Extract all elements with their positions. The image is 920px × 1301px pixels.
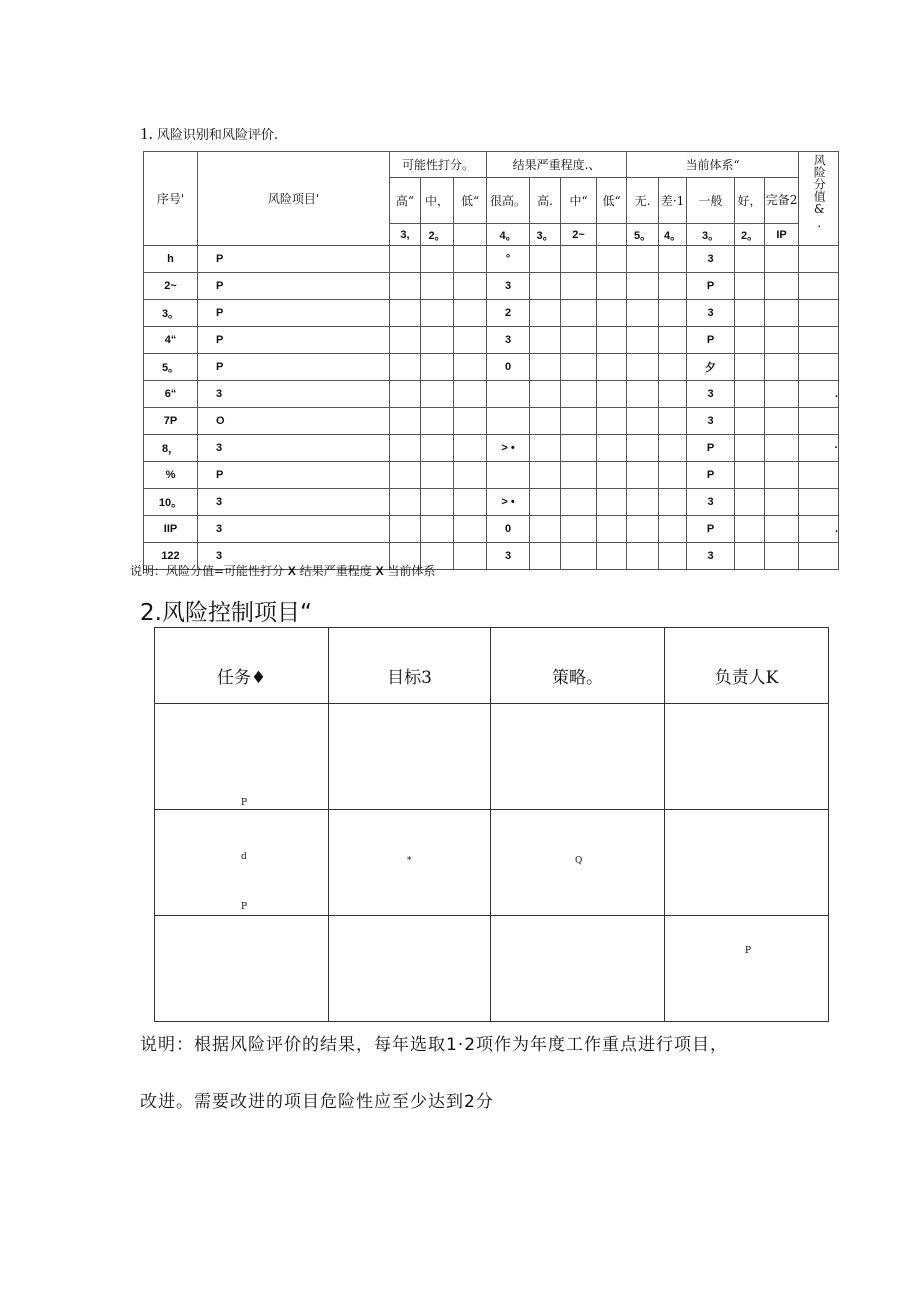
table-cell: [659, 354, 687, 381]
table-cell: [454, 381, 487, 408]
table-cell: [530, 354, 561, 381]
control-cell: [329, 704, 491, 810]
table-cell: [597, 435, 627, 462]
severity-cell: 3: [487, 273, 530, 300]
table-cell: [765, 543, 799, 570]
sub-value-cell: [597, 224, 627, 246]
control-cell: [329, 916, 491, 1022]
system-cell: P: [687, 327, 735, 354]
cell-mark: *: [407, 856, 412, 866]
table-cell: [735, 246, 765, 273]
table-cell: [421, 435, 454, 462]
table-cell: [561, 381, 597, 408]
sub-header-cell: 差·1: [659, 178, 687, 224]
system-cell: 3: [687, 300, 735, 327]
control-cell: [491, 810, 665, 916]
table-cell: [421, 408, 454, 435]
cell-mark: Q: [575, 856, 583, 866]
table-cell: [454, 354, 487, 381]
table-cell: [597, 462, 627, 489]
control-cell: [329, 810, 491, 916]
seq-cell: 7P: [144, 408, 198, 435]
table-cell: [765, 435, 799, 462]
severity-cell: [487, 381, 530, 408]
seq-cell: h: [144, 246, 198, 273]
table-cell: [597, 300, 627, 327]
table-cell: [561, 462, 597, 489]
table-cell: [765, 462, 799, 489]
item-cell: 3: [198, 489, 390, 516]
table-cell: [597, 327, 627, 354]
seq-cell: 3。: [144, 300, 198, 327]
table-cell: [390, 327, 421, 354]
table-cell: [530, 462, 561, 489]
table-cell: [530, 435, 561, 462]
table-cell: [530, 489, 561, 516]
control-cell: [491, 916, 665, 1022]
system-cell: 3: [687, 246, 735, 273]
table-cell: [659, 246, 687, 273]
score-cell: [799, 246, 839, 273]
table-cell: [421, 300, 454, 327]
seq-cell: 8，: [144, 435, 198, 462]
table-cell: [390, 462, 421, 489]
table-cell: [659, 300, 687, 327]
table-cell: [390, 300, 421, 327]
table-cell: [454, 516, 487, 543]
system-cell: 3: [687, 543, 735, 570]
table-cell: [421, 327, 454, 354]
sub-value-cell: IP: [765, 224, 799, 246]
table-cell: [390, 435, 421, 462]
item-cell: P: [198, 300, 390, 327]
system-cell: P: [687, 273, 735, 300]
control-cell: [665, 810, 829, 916]
table-row: [144, 273, 839, 300]
table-cell: [390, 381, 421, 408]
sub-value-cell: 4。: [659, 224, 687, 246]
table-cell: [659, 327, 687, 354]
table-cell: [659, 489, 687, 516]
table-cell: [627, 327, 659, 354]
score-cell: [799, 408, 839, 435]
item-cell: P: [198, 246, 390, 273]
table-cell: [390, 489, 421, 516]
control-cell: [155, 916, 329, 1022]
table-cell: [597, 381, 627, 408]
severity-cell: > •: [487, 489, 530, 516]
table-cell: [561, 435, 597, 462]
table-cell: [735, 381, 765, 408]
note1-times-1: X: [287, 564, 296, 578]
seq-cell: 10。: [144, 489, 198, 516]
table-cell: [627, 462, 659, 489]
item-header: 风险项目': [198, 152, 390, 246]
sub-header-cell: 一般: [687, 178, 735, 224]
system-cell: 3: [687, 408, 735, 435]
score-cell: [799, 354, 839, 381]
table-cell: [627, 246, 659, 273]
sub-header-cell: 低“: [597, 178, 627, 224]
table-cell: [454, 462, 487, 489]
seq-cell: 122: [144, 543, 198, 570]
table-row: [144, 516, 839, 543]
table-cell: [659, 381, 687, 408]
table-cell: [597, 516, 627, 543]
table-cell: [561, 354, 597, 381]
severity-header: 结果严重程度.、: [487, 152, 627, 178]
table-cell: [530, 327, 561, 354]
table-cell: [530, 273, 561, 300]
table-cell: [735, 435, 765, 462]
item-cell: P: [198, 273, 390, 300]
table-cell: [597, 489, 627, 516]
severity-cell: 2: [487, 300, 530, 327]
table-cell: [627, 300, 659, 327]
table-row: [144, 462, 839, 489]
system-cell: P: [687, 435, 735, 462]
section2-title: 2.风险控制项目“: [140, 600, 312, 626]
note-score-formula: [130, 562, 435, 579]
sub-value-cell: 3。: [687, 224, 735, 246]
severity-cell: 0: [487, 516, 530, 543]
control-cell: [155, 704, 329, 810]
sub-header-cell: 中，: [421, 178, 454, 224]
note1-middle: 结果严重程度: [299, 564, 372, 578]
table-cell: [390, 354, 421, 381]
table-cell: [530, 408, 561, 435]
sub-header-cell: 完备2: [765, 178, 799, 224]
table-cell: [735, 300, 765, 327]
cell-mark: P: [241, 902, 248, 912]
note2-line1: 说明：根据风险评价的结果，每年选取1·2项作为年度工作重点进行项目，: [140, 1035, 729, 1055]
table-row: [144, 300, 839, 327]
seq-cell: %: [144, 462, 198, 489]
risk-assessment-table: [143, 151, 839, 570]
table-cell: [627, 273, 659, 300]
table-cell: [627, 435, 659, 462]
score-cell: .: [799, 381, 839, 408]
table-cell: [390, 273, 421, 300]
table-row: [144, 435, 839, 462]
table-cell: [454, 273, 487, 300]
note1-times-2: X: [375, 564, 384, 578]
control-cell: [665, 916, 829, 1022]
goal-header: 目标3: [329, 628, 491, 704]
cell-mark: P: [745, 946, 752, 956]
table-cell: [597, 246, 627, 273]
system-cell: 3: [687, 381, 735, 408]
table-cell: [627, 408, 659, 435]
table-cell: [421, 381, 454, 408]
seq-cell: 6“: [144, 381, 198, 408]
table-cell: [421, 462, 454, 489]
score-cell: [799, 489, 839, 516]
system-cell: 夕: [687, 354, 735, 381]
table-cell: [765, 489, 799, 516]
item-cell: 3: [198, 381, 390, 408]
severity-cell: °: [487, 246, 530, 273]
table-cell: [597, 543, 627, 570]
sub-value-cell: 5。: [627, 224, 659, 246]
table-cell: [454, 489, 487, 516]
severity-cell: > •: [487, 435, 530, 462]
score-header-cell: [799, 152, 839, 246]
table-cell: [561, 516, 597, 543]
table-cell: [390, 516, 421, 543]
table-cell: [659, 516, 687, 543]
table-cell: [561, 327, 597, 354]
table-cell: [530, 516, 561, 543]
control-cell: [665, 704, 829, 810]
sub-header-cell: 低“: [454, 178, 487, 224]
table-cell: [627, 354, 659, 381]
table-cell: [561, 543, 597, 570]
item-cell: P: [198, 327, 390, 354]
system-cell: P: [687, 516, 735, 543]
section1-heading: [140, 124, 278, 144]
table-row: [144, 489, 839, 516]
table-cell: [765, 273, 799, 300]
section1-title: 风险识别和风险评价.: [156, 128, 279, 143]
task-header: 任务♦: [155, 628, 329, 704]
table-cell: [530, 300, 561, 327]
sub-value-cell: [454, 224, 487, 246]
table-cell: [627, 489, 659, 516]
table-row: [144, 408, 839, 435]
table-row: [144, 354, 839, 381]
sub-value-cell: 3。: [530, 224, 561, 246]
score-cell: [799, 462, 839, 489]
score-cell: [799, 543, 839, 570]
note1-prefix: 说明：风险分值=可能性打分: [130, 564, 285, 578]
score-cell: [799, 327, 839, 354]
cell-mark: P: [241, 798, 248, 808]
table-cell: [659, 543, 687, 570]
sub-header-cell: 很高。: [487, 178, 530, 224]
table-cell: [454, 435, 487, 462]
section1-number: 1.: [140, 124, 153, 143]
severity-cell: 3: [487, 543, 530, 570]
table-row: [144, 246, 839, 273]
table-cell: [735, 354, 765, 381]
control-cell: [491, 704, 665, 810]
table-cell: [454, 543, 487, 570]
table-cell: [597, 408, 627, 435]
seq-header: 序号': [144, 152, 198, 246]
table-cell: [627, 516, 659, 543]
table-cell: [765, 516, 799, 543]
system-cell: 3: [687, 489, 735, 516]
sub-value-cell: 3,: [390, 224, 421, 246]
table-cell: [765, 408, 799, 435]
seq-cell: 4“: [144, 327, 198, 354]
table-row: [144, 327, 839, 354]
table-cell: [454, 327, 487, 354]
table-cell: [454, 246, 487, 273]
table-cell: [735, 408, 765, 435]
table-cell: [561, 489, 597, 516]
item-cell: P: [198, 462, 390, 489]
table-cell: [735, 273, 765, 300]
table-cell: [735, 462, 765, 489]
table-cell: [561, 273, 597, 300]
table-cell: [597, 273, 627, 300]
item-cell: 3: [198, 543, 390, 570]
risk-control-table: [154, 627, 829, 1022]
system-cell: P: [687, 462, 735, 489]
score-header: 风险分值&.: [812, 154, 827, 230]
score-cell: .: [799, 516, 839, 543]
table-cell: [421, 246, 454, 273]
severity-cell: 0: [487, 354, 530, 381]
table-cell: [454, 300, 487, 327]
table-row: [144, 381, 839, 408]
table-cell: [561, 300, 597, 327]
table-cell: [530, 543, 561, 570]
strategy-header: 策略。: [491, 628, 665, 704]
sub-value-cell: 2。: [421, 224, 454, 246]
table-cell: [735, 543, 765, 570]
seq-cell: 5。: [144, 354, 198, 381]
item-cell: 3: [198, 516, 390, 543]
sub-value-cell: 2~: [561, 224, 597, 246]
note1-suffix: 当前体系: [387, 564, 436, 578]
table-cell: [530, 381, 561, 408]
score-cell: ·: [799, 435, 839, 462]
table-cell: [765, 354, 799, 381]
table-cell: [454, 408, 487, 435]
sub-header-cell: 高“: [390, 178, 421, 224]
table-cell: [421, 516, 454, 543]
system-header: 当前体系“: [627, 152, 799, 178]
severity-cell: [487, 462, 530, 489]
item-cell: 3: [198, 435, 390, 462]
seq-cell: IIP: [144, 516, 198, 543]
table-cell: [735, 327, 765, 354]
table-cell: [765, 327, 799, 354]
table-cell: [561, 408, 597, 435]
table-cell: [561, 246, 597, 273]
owner-header: 负责人K: [665, 628, 829, 704]
table-cell: [421, 489, 454, 516]
table-cell: [390, 408, 421, 435]
table-cell: [659, 408, 687, 435]
score-cell: [799, 300, 839, 327]
severity-cell: 3: [487, 327, 530, 354]
sub-value-cell: 2。: [735, 224, 765, 246]
severity-cell: [487, 408, 530, 435]
table-cell: [597, 354, 627, 381]
table-cell: [765, 300, 799, 327]
sub-header-cell: 高.: [530, 178, 561, 224]
table-cell: [659, 462, 687, 489]
cell-mark: d: [241, 852, 247, 862]
table-cell: [765, 381, 799, 408]
item-cell: O: [198, 408, 390, 435]
table-cell: [390, 246, 421, 273]
sub-value-cell: 4。: [487, 224, 530, 246]
control-cell: [155, 810, 329, 916]
sub-header-cell: 好，: [735, 178, 765, 224]
sub-header-cell: 无.: [627, 178, 659, 224]
table-cell: [659, 273, 687, 300]
table-cell: [735, 516, 765, 543]
sub-header-cell: 中“: [561, 178, 597, 224]
table-cell: [627, 381, 659, 408]
table-cell: [421, 354, 454, 381]
table-cell: [659, 435, 687, 462]
table-cell: [627, 543, 659, 570]
table-cell: [765, 246, 799, 273]
score-cell: [799, 273, 839, 300]
table-cell: [421, 273, 454, 300]
item-cell: P: [198, 354, 390, 381]
note2-line2: 改进。需要改进的项目危险性应至少达到2分: [140, 1092, 494, 1112]
table-cell: [735, 489, 765, 516]
likelihood-header: 可能性打分。: [390, 152, 487, 178]
table-cell: [530, 246, 561, 273]
seq-cell: 2~: [144, 273, 198, 300]
